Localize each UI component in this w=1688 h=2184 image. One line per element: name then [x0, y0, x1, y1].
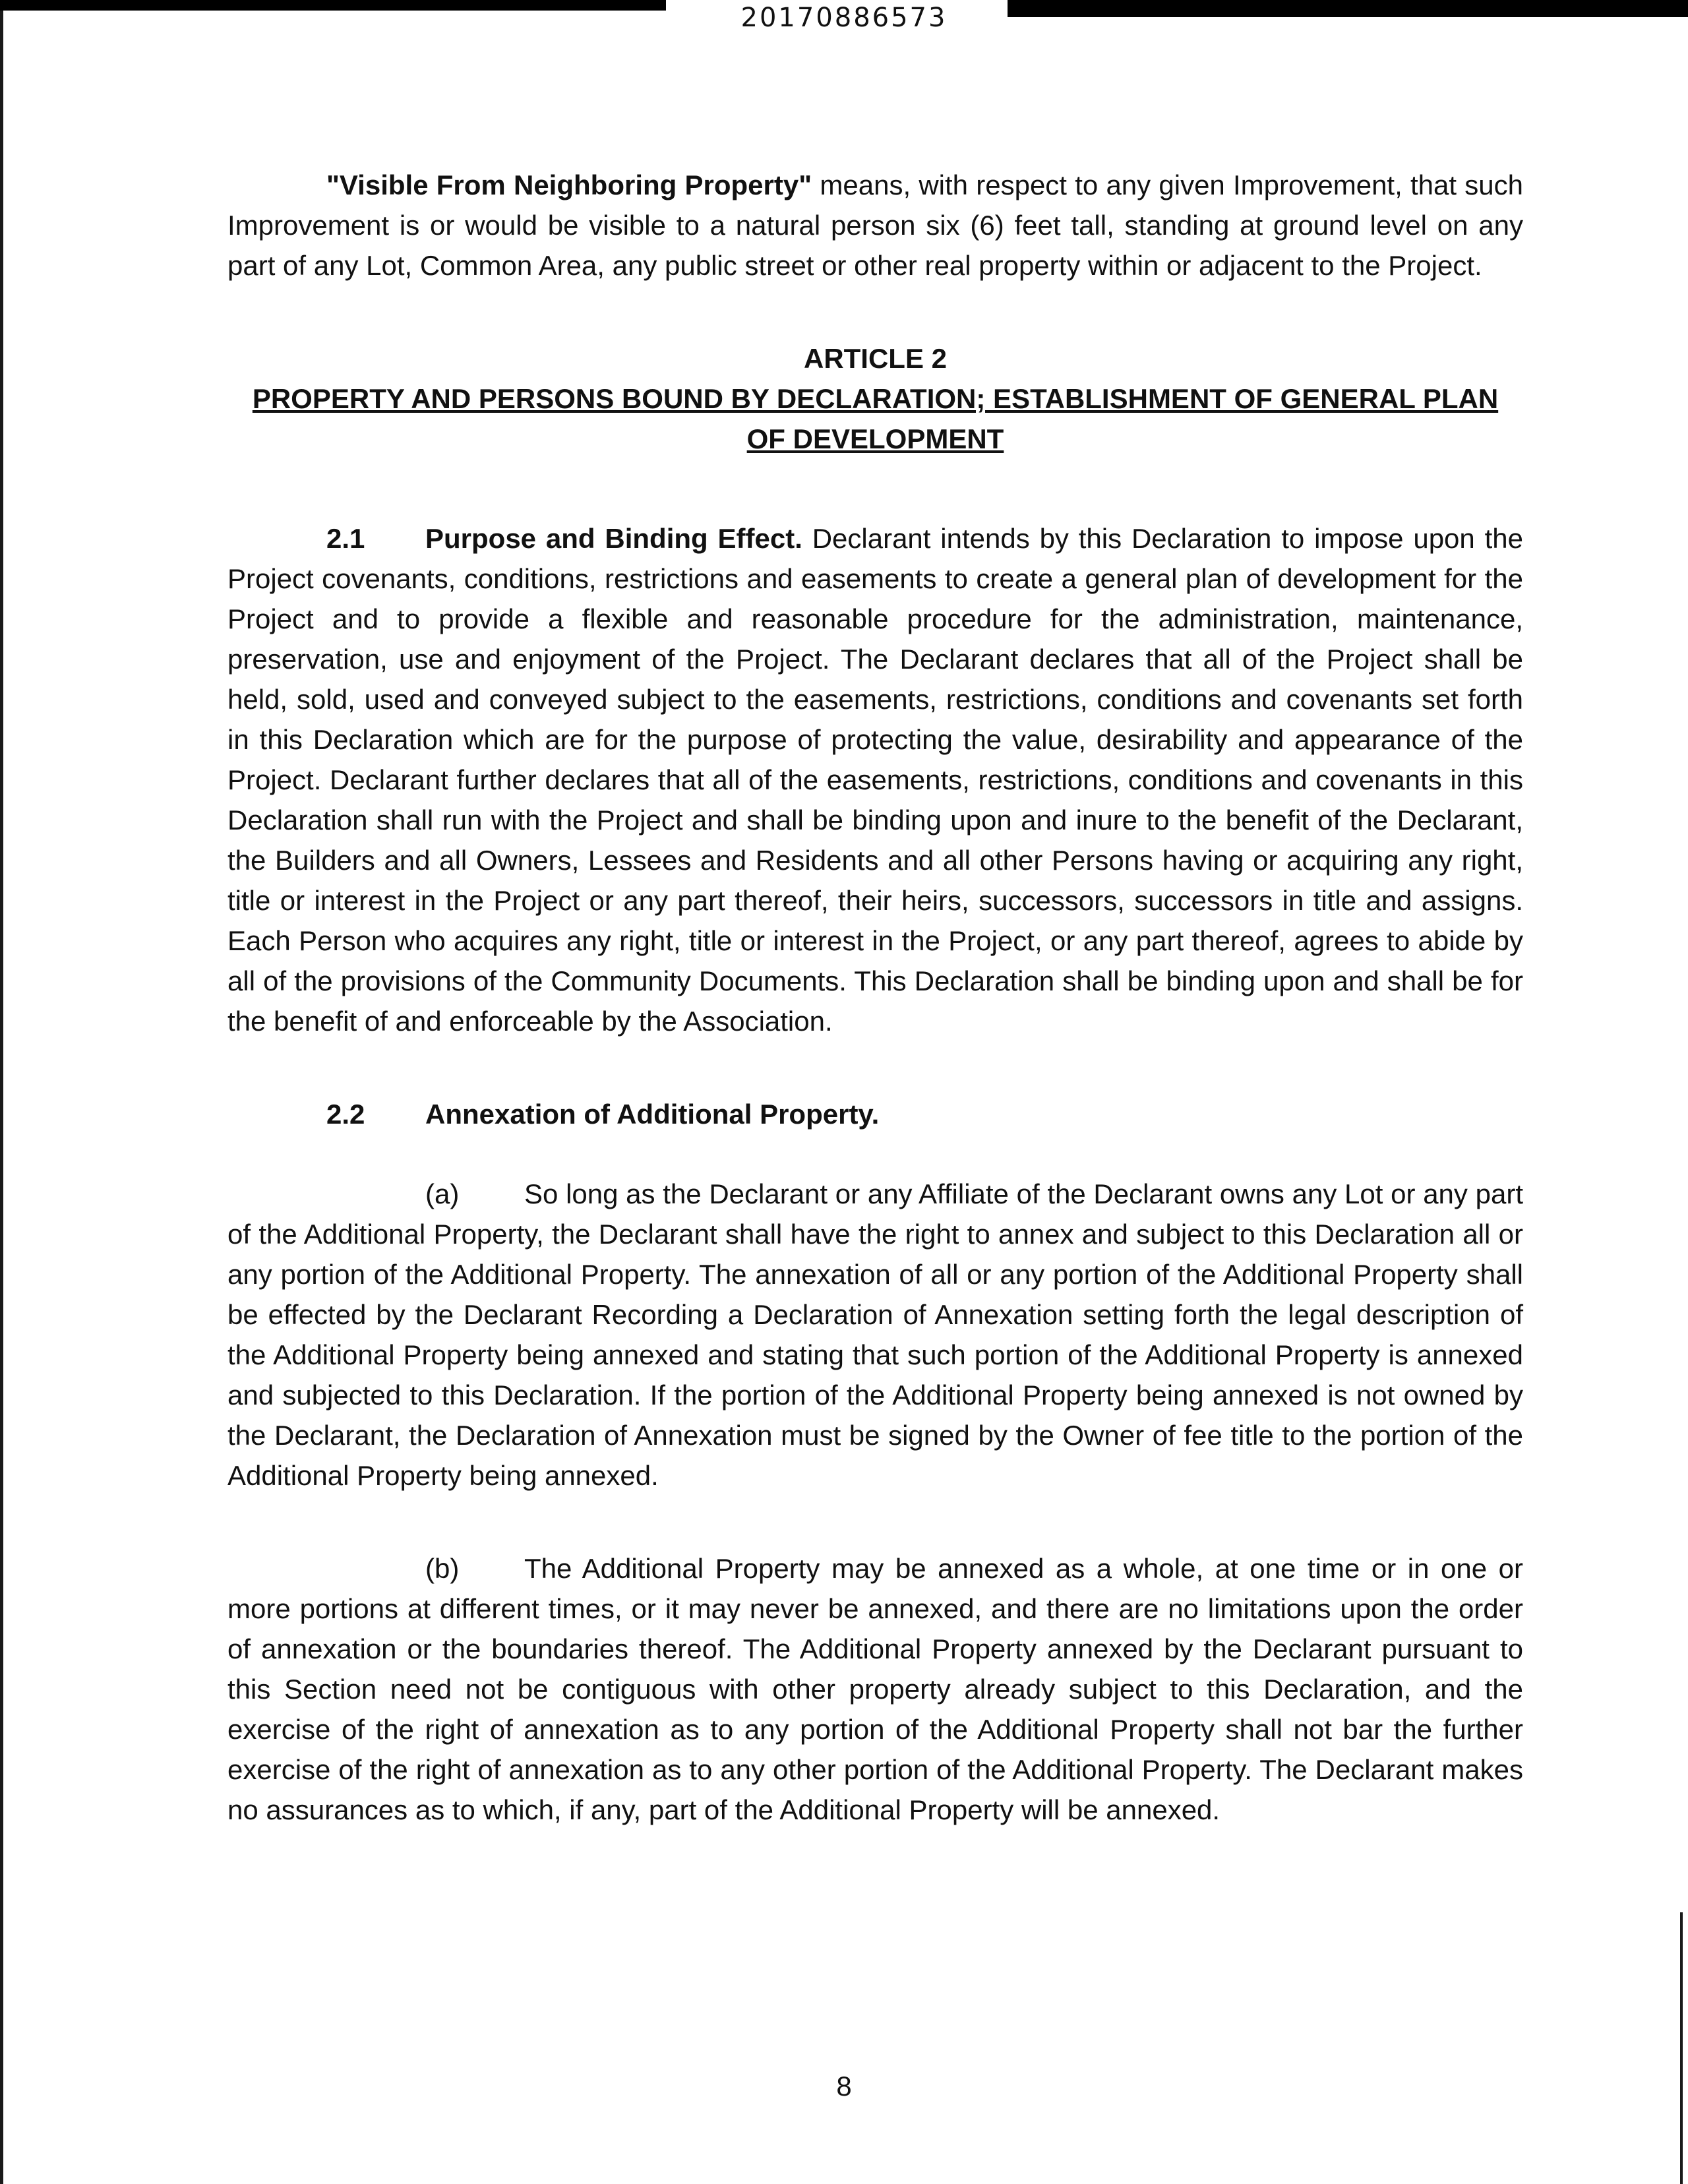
- section-number: 2.2: [326, 1099, 365, 1130]
- article-heading: [227, 338, 1523, 459]
- page-number: 8: [836, 2071, 852, 2102]
- section-heading: Annexation of Additional Property.: [425, 1099, 880, 1130]
- subsection-text: The Additional Property may be annexed as a whole, at one time or in one or more portions at different times, or it may never be annexed, and there are no limitations upon the order of annexation or the boundaries thereof. The Additional Property annexed by the Declarant pursuant to this Section need not be contiguous with other property already subject to this Declaration, and the exercise of the right of annexation as to any portion of the Additional Property shall not bar the further exercise of the right of annexation as to any other portion of the Additional Property. The Declarant makes no assurances as to which, if any, part of the Additional Property will be annexed.: [227, 1553, 1523, 1825]
- definition-paragraph: [227, 165, 1523, 286]
- scan-left-edge: [0, 11, 3, 2184]
- subsection-a: [227, 1174, 1523, 1496]
- section-2-2-heading: [227, 1094, 1523, 1134]
- section-heading: Purpose and Binding Effect.: [425, 523, 802, 554]
- section-number: 2.1: [326, 523, 365, 554]
- definition-text: means, with respect to any given Improvement, that such Improvement is or would be visible to a natural person six (6) feet tall, standing at ground level on any part of any Lot, Common Area, any public street or other real property within or adjacent to the Project.: [227, 169, 1523, 281]
- subsection-label: (a): [425, 1178, 460, 1209]
- section-text: Declarant intends by this Declaration to impose upon the Project covenants, conditions, restrictions and easements to create a general plan of development for the Project and to provide a flexible and reasonable procedure for the administration, maintenance, preservation, use and enjoyment of the Project. The Declarant declares that all of the Project shall be held, sold, used and conveyed subject to the easements, restrictions, conditions and covenants set forth in this Declaration which are for the purpose of protecting the value, desirability and appearance of the Project. Declarant further declares that all of the easements, restrictions, conditions and covenants in this Declaration shall run with the Project and shall be binding upon and inure to the benefit of the Declarant, the Builders and all Owners, Lessees and Residents and all other Persons having or acquiring any right, title or interest in the Project or any part thereof, their heirs, successors, successors in title and assigns. Each Person who acquires any right, title or interest in the Project, or any part thereof, agrees to abide by all of the provisions of the Community Documents. This Declaration shall be binding upon and shall be for the benefit of and enforceable by the Association.: [227, 523, 1523, 1037]
- recording-number: 20170886573: [740, 3, 948, 33]
- scan-top-bar-left: [0, 0, 666, 11]
- article-title: PROPERTY AND PERSONS BOUND BY DECLARATION; ESTABLISHMENT OF GENERAL PLAN OF DEVELOPMENT: [252, 383, 1499, 454]
- subsection-b: [227, 1548, 1523, 1830]
- section-2-1: [227, 518, 1523, 1041]
- scan-top-bar-right: [1008, 0, 1688, 17]
- document-body: [227, 165, 1523, 1883]
- scan-right-edge: [1680, 1912, 1683, 2184]
- article-number: ARTICLE 2: [803, 343, 947, 374]
- defined-term: "Visible From Neighboring Property": [326, 169, 812, 200]
- subsection-label: (b): [425, 1553, 460, 1584]
- subsection-text: So long as the Declarant or any Affiliate of the Declarant owns any Lot or any part of the Additional Property, the Declarant shall have the right to annex and subject to this Declaration all or any portion of the Additional Property. The annexation of all or any portion of the Additional Property shall be effected by the Declarant Recording a Declaration of Annexation setting forth the legal description of the Additional Property being annexed and stating that such portion of the Additional Property is annexed and subjected to this Declaration. If the portion of the Additional Property being annexed is not owned by the Declarant, the Declaration of Annexation must be signed by the Owner of fee title to the portion of the Additional Property being annexed.: [227, 1178, 1523, 1491]
